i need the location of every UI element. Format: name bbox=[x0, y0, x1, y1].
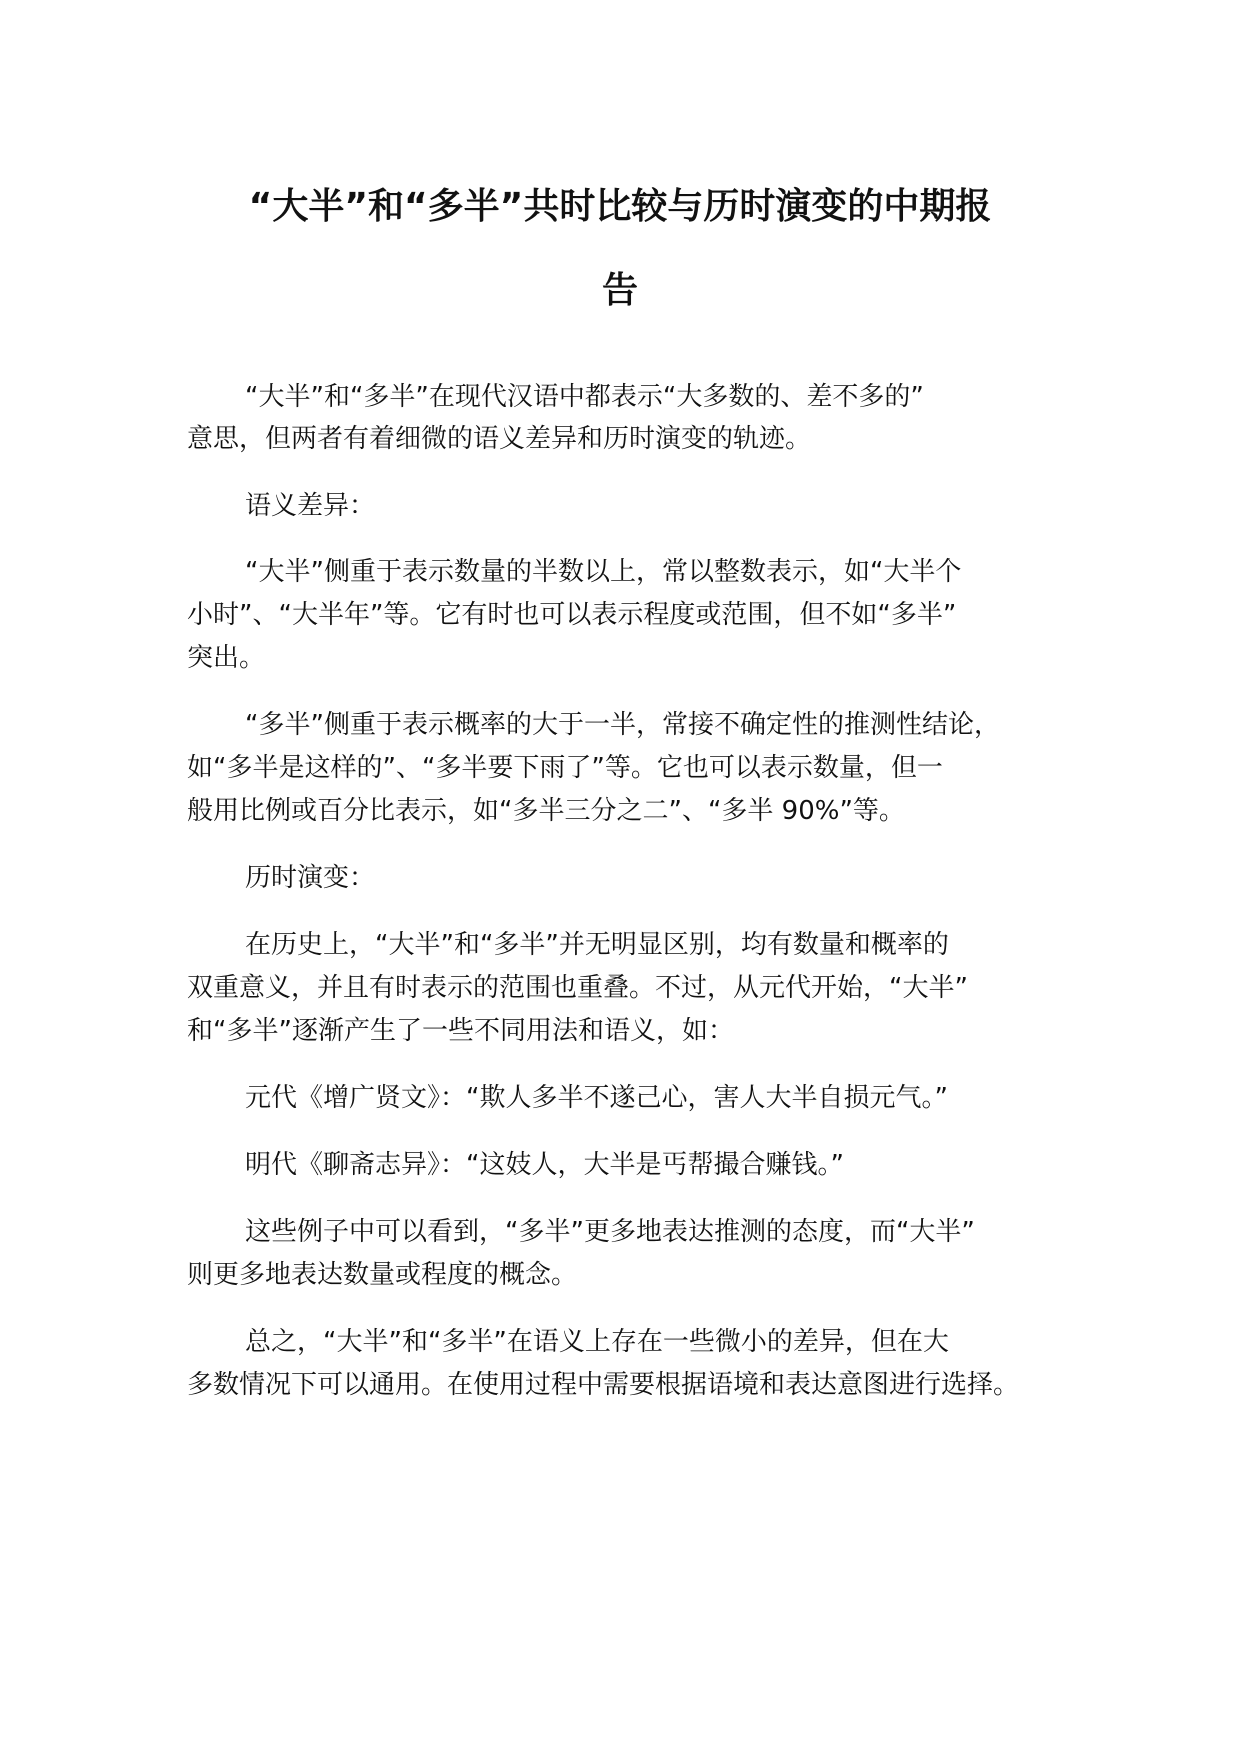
paragraph-analysis-line-1: 这些例子中可以看到，“多半”更多地表达推测的态度，而“大半” bbox=[245, 1217, 975, 1247]
paragraph-duoban-line-2: 如“多半是这样的”、“多半要下雨了”等。它也可以表示数量，但一 bbox=[187, 753, 943, 783]
example-yuan-dynasty: 元代《增广贤文》：“欺人多半不遂己心，害人大半自损元气。” bbox=[245, 1083, 948, 1113]
paragraph-duoban-line-1: “多半”侧重于表示概率的大于一半，常接不确定性的推测性结论， bbox=[245, 710, 1000, 740]
paragraph-daban-line-1: “大半”侧重于表示数量的半数以上，常以整数表示，如“大半个 bbox=[245, 557, 962, 587]
section-heading-diachronic-evolution: 历时演变： bbox=[245, 863, 376, 893]
paragraph-daban-line-2: 小时”、“大半年”等。它有时也可以表示程度或范围，但不如“多半” bbox=[187, 600, 957, 630]
paragraph-intro-line-1: “大半”和“多半”在现代汉语中都表示“大多数的、差不多的” bbox=[245, 382, 924, 412]
paragraph-history-line-3: 和“多半”逐渐产生了一些不同用法和语义，如： bbox=[187, 1016, 734, 1046]
paragraph-conclusion-line-2: 多数情况下可以通用。在使用过程中需要根据语境和表达意图进行选择。 bbox=[187, 1370, 1020, 1400]
paragraph-daban-line-3: 突出。 bbox=[187, 643, 266, 673]
document-title-line-2: 告 bbox=[601, 270, 638, 311]
section-heading-semantic-difference: 语义差异： bbox=[245, 491, 376, 521]
document-title-line-1: “大半”和“多半”共时比较与历时演变的中期报 bbox=[248, 186, 992, 227]
paragraph-conclusion-line-1: 总之，“大半”和“多半”在语义上存在一些微小的差异，但在大 bbox=[245, 1327, 949, 1357]
paragraph-history-line-1: 在历史上，“大半”和“多半”并无明显区别，均有数量和概率的 bbox=[245, 930, 949, 960]
paragraph-intro-line-2: 意思，但两者有着细微的语义差异和历时演变的轨迹。 bbox=[187, 424, 812, 454]
paragraph-analysis-line-2: 则更多地表达数量或程度的概念。 bbox=[187, 1260, 578, 1290]
paragraph-history-line-2: 双重意义，并且有时表示的范围也重叠。不过，从元代开始，“大半” bbox=[187, 973, 968, 1003]
example-ming-dynasty: 明代《聊斋志异》：“这妓人，大半是丐帮撮合赚钱。” bbox=[245, 1150, 844, 1180]
paragraph-duoban-line-3: 般用比例或百分比表示，如“多半三分之二”、“多半 90%”等。 bbox=[187, 796, 905, 826]
